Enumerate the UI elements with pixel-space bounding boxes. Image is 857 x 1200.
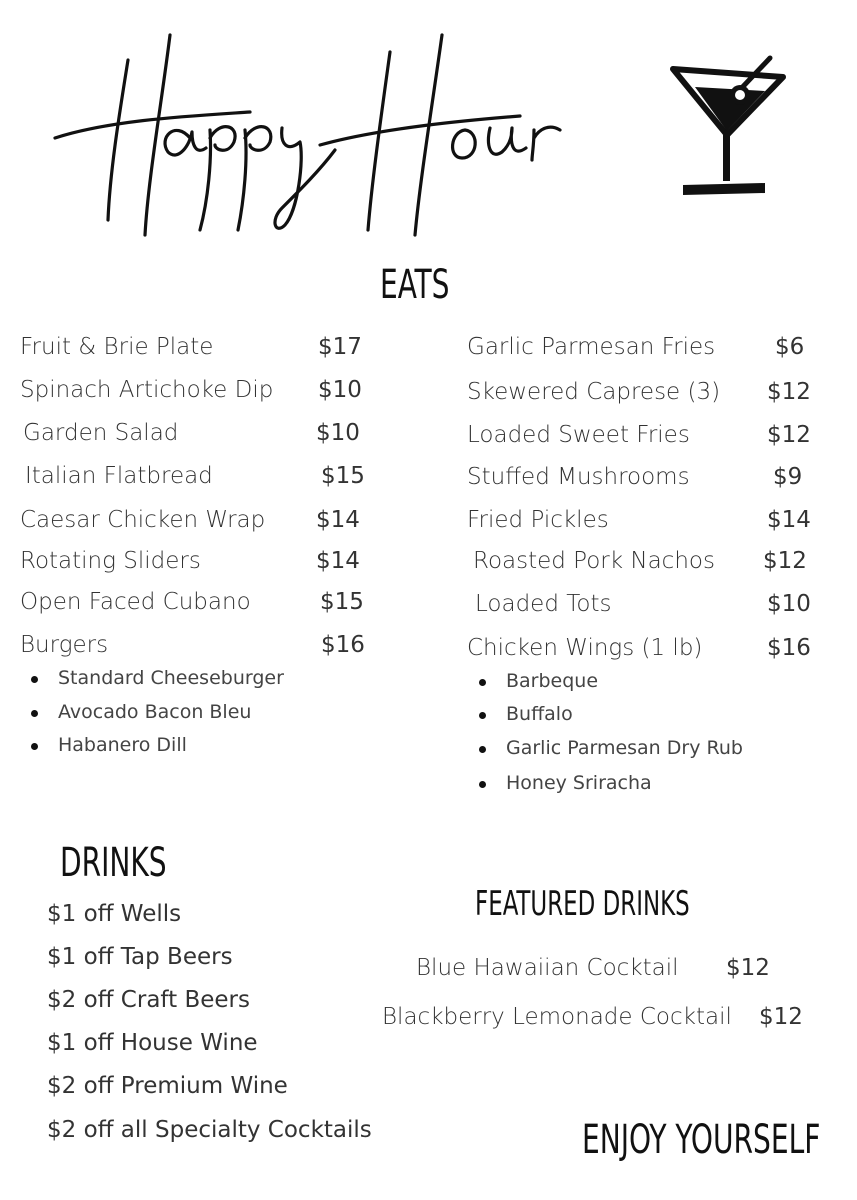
menu-item-name: Garden Salad xyxy=(23,420,179,446)
martini-glass-icon xyxy=(665,55,790,200)
bullet-icon xyxy=(479,679,486,686)
menu-item-name: Fruit & Brie Plate xyxy=(20,334,214,360)
burger-option: Standard Cheeseburger xyxy=(58,667,284,689)
drink-special: $2 off all Specialty Cocktails xyxy=(47,1117,372,1143)
wing-option: Barbeque xyxy=(506,670,599,692)
happy-hour-title xyxy=(50,20,610,250)
menu-item-price: $17 xyxy=(318,334,362,360)
menu-item-name: Loaded Tots xyxy=(475,591,612,617)
bullet-icon xyxy=(479,746,486,753)
enjoy-yourself-footer: ENJOY YOURSELF xyxy=(582,1117,821,1163)
menu-item-price: $14 xyxy=(316,548,360,574)
drink-special: $1 off Tap Beers xyxy=(47,944,233,970)
eats-heading: EATS xyxy=(380,262,450,308)
menu-item-name: Spinach Artichoke Dip xyxy=(20,377,274,403)
drink-special: $1 off Wells xyxy=(47,901,182,927)
menu-item-price: $10 xyxy=(767,591,811,617)
menu-item-price: $15 xyxy=(321,463,365,489)
burger-option: Avocado Bacon Bleu xyxy=(58,701,252,723)
menu-item-price: $12 xyxy=(767,379,811,405)
featured-drink-name: Blue Hawaiian Cocktail xyxy=(416,955,679,981)
menu-item-name: Roasted Pork Nachos xyxy=(473,548,715,574)
menu-item-name: Burgers xyxy=(20,632,109,658)
featured-drink-name: Blackberry Lemonade Cocktail xyxy=(382,1004,732,1030)
wing-option: Honey Sriracha xyxy=(506,772,652,794)
menu-item-price: $16 xyxy=(321,632,365,658)
menu-item-price: $10 xyxy=(318,377,362,403)
menu-item-price: $12 xyxy=(767,422,811,448)
wing-option: Garlic Parmesan Dry Rub xyxy=(506,737,743,759)
menu-item-name: Loaded Sweet Fries xyxy=(467,422,690,448)
menu-item-name: Italian Flatbread xyxy=(25,463,213,489)
menu-item-price: $6 xyxy=(775,334,805,360)
menu-item-price: $14 xyxy=(316,507,360,533)
menu-item-name: Stuffed Mushrooms xyxy=(467,464,690,490)
burger-option: Habanero Dill xyxy=(58,734,187,756)
menu-item-name: Open Faced Cubano xyxy=(20,589,251,615)
bullet-icon xyxy=(479,712,486,719)
menu-item-price: $10 xyxy=(316,420,360,446)
menu-item-price: $12 xyxy=(763,548,807,574)
drink-special: $2 off Premium Wine xyxy=(47,1073,288,1099)
drink-special: $1 off House Wine xyxy=(47,1030,258,1056)
featured-drinks-heading: FEATURED DRINKS xyxy=(475,884,690,924)
menu-item-name: Garlic Parmesan Fries xyxy=(467,334,716,360)
bullet-icon xyxy=(479,781,486,788)
menu-item-name: Fried Pickles xyxy=(467,507,609,533)
bullet-icon xyxy=(31,676,38,683)
bullet-icon xyxy=(31,743,38,750)
menu-item-name: Rotating Sliders xyxy=(20,548,201,574)
drinks-heading: DRINKS xyxy=(60,840,167,886)
featured-drink-price: $12 xyxy=(759,1004,803,1030)
menu-item-price: $16 xyxy=(767,635,811,661)
featured-drink-price: $12 xyxy=(726,955,770,981)
menu-item-price: $9 xyxy=(773,464,803,490)
wing-option: Buffalo xyxy=(506,703,573,725)
menu-item-name: Chicken Wings (1 lb) xyxy=(467,635,703,661)
menu-item-name: Caesar Chicken Wrap xyxy=(20,507,266,533)
drink-special: $2 off Craft Beers xyxy=(47,987,250,1013)
menu-item-price: $15 xyxy=(320,589,364,615)
bullet-icon xyxy=(31,710,38,717)
menu-item-name: Skewered Caprese (3) xyxy=(467,379,721,405)
menu-item-price: $14 xyxy=(767,507,811,533)
